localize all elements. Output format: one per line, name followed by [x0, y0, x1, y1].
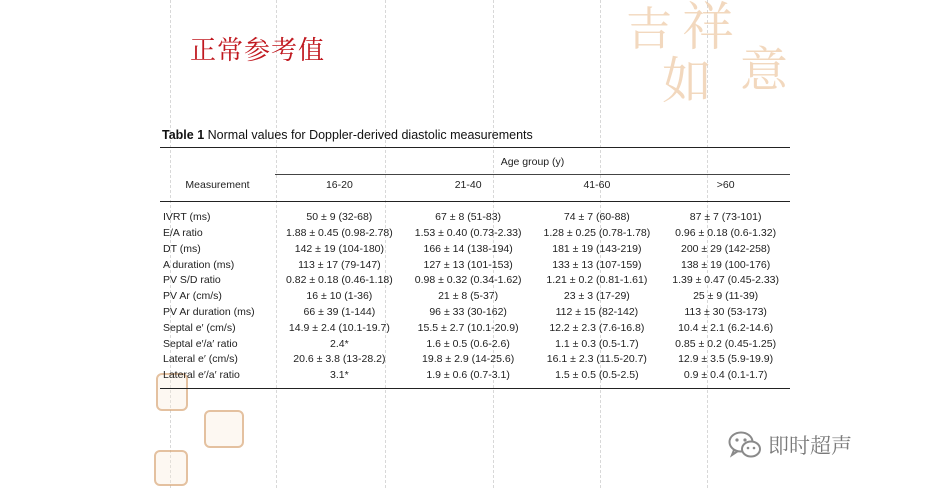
measurement-cell: Lateral e′ (cm/s)	[163, 353, 238, 366]
measurement-cell: A duration (ms)	[163, 258, 235, 271]
value-cell: 96 ± 33 (30-162)	[429, 305, 507, 318]
measurement-cell: DT (ms)	[163, 242, 201, 255]
value-cell: 10.4 ± 2.1 (6.2-14.6)	[678, 321, 774, 334]
measurement-cell: E/A ratio	[163, 227, 203, 240]
value-cell: 1.53 ± 0.40 (0.73-2.33)	[414, 227, 522, 240]
wechat-icon	[728, 431, 762, 459]
watermark-text: 即时超声	[768, 434, 852, 458]
value-cell: 20.6 ± 3.8 (13-28.2)	[293, 353, 386, 366]
table-body	[160, 202, 790, 389]
value-cell: 1.5 ± 0.5 (0.5-2.5)	[555, 369, 639, 382]
table-row	[160, 202, 790, 226]
column-header: 21-40	[454, 179, 482, 191]
table-row	[160, 273, 790, 289]
table-caption-text: Normal values for Doppler-derived diastolic measurements	[207, 128, 533, 142]
value-cell: 25 ± 9 (11-39)	[693, 290, 759, 303]
value-cell: 142 ± 19 (104-180)	[294, 242, 384, 255]
doppler-values-table-wrapper	[160, 147, 790, 389]
measurement-cell: Lateral e′/a′ ratio	[163, 369, 240, 382]
value-cell: 133 ± 13 (107-159)	[552, 258, 642, 271]
wechat-watermark	[728, 430, 852, 460]
value-cell: 74 ± 7 (60-88)	[563, 211, 630, 224]
column-header: 41-60	[583, 179, 611, 191]
table-group-header-row	[160, 148, 790, 175]
table-row	[160, 367, 790, 389]
value-cell: 200 ± 29 (142-258)	[681, 242, 771, 255]
measurement-cell: Septal e′/a′ ratio	[163, 337, 238, 350]
value-cell: 138 ± 19 (100-176)	[681, 258, 771, 271]
table-row	[160, 336, 790, 352]
measurement-cell: PV Ar duration (ms)	[163, 305, 255, 318]
table-row	[160, 225, 790, 241]
table-row	[160, 351, 790, 367]
table-column-header-row	[160, 175, 790, 202]
value-cell: 113 ± 30 (53-173)	[684, 305, 767, 318]
value-cell: 23 ± 3 (17-29)	[563, 290, 630, 303]
column-header: 16-20	[325, 179, 353, 191]
measurement-cell: PV Ar (cm/s)	[163, 290, 222, 303]
value-cell: 166 ± 14 (138-194)	[423, 242, 513, 255]
seal-glyph: 意	[740, 42, 789, 98]
measurement-header: Measurement	[185, 178, 250, 191]
table-header-spacer	[160, 148, 275, 175]
seal-glyph: 祥	[682, 0, 735, 58]
value-cell: 1.28 ± 0.25 (0.78-1.78)	[543, 227, 651, 240]
value-cell: 12.2 ± 2.3 (7.6-16.8)	[549, 321, 645, 334]
value-cell: 127 ± 13 (101-153)	[423, 258, 513, 271]
value-cell: 1.39 ± 0.47 (0.45-2.33)	[672, 274, 779, 287]
value-cell: 0.96 ± 0.18 (0.6-1.32)	[675, 227, 777, 240]
value-cell: 1.9 ± 0.6 (0.7-3.1)	[426, 369, 510, 382]
value-cell: 66 ± 39 (1-144)	[303, 305, 376, 318]
value-cell: 0.9 ± 0.4 (0.1-1.7)	[683, 369, 768, 382]
value-cell: 87 ± 7 (73-101)	[689, 211, 762, 224]
value-cell: 15.5 ± 2.7 (10.1-20.9)	[417, 321, 519, 334]
value-cell: 67 ± 8 (51-83)	[435, 211, 502, 224]
table-row	[160, 288, 790, 304]
table-row	[160, 241, 790, 257]
value-cell: 16.1 ± 2.3 (11.5-20.7)	[546, 353, 647, 366]
page-title: 正常参考值	[190, 36, 326, 66]
value-cell: 2.4*	[330, 337, 349, 350]
decorative-stamp	[154, 450, 188, 486]
value-cell: 1.21 ± 0.2 (0.81-1.61)	[546, 274, 648, 287]
seal-glyph: 吉	[626, 2, 672, 56]
value-cell: 0.98 ± 0.32 (0.34-1.62)	[414, 274, 522, 287]
table-row	[160, 320, 790, 336]
value-cell: 0.85 ± 0.2 (0.45-1.25)	[675, 337, 777, 350]
table-row	[160, 304, 790, 320]
value-cell: 14.9 ± 2.4 (10.1-19.7)	[288, 321, 390, 334]
table-caption	[162, 128, 533, 142]
age-group-header: Age group (y)	[275, 148, 790, 175]
value-cell: 113 ± 17 (79-147)	[298, 258, 381, 271]
value-cell: 21 ± 8 (5-37)	[438, 290, 499, 303]
value-cell: 50 ± 9 (32-68)	[306, 211, 373, 224]
value-cell: 1.6 ± 0.5 (0.6-2.6)	[426, 337, 510, 350]
value-cell: 12.9 ± 3.5 (5.9-19.9)	[678, 353, 774, 366]
table-caption-label: Table 1	[162, 128, 205, 142]
value-cell: 1.88 ± 0.45 (0.98-2.78)	[286, 227, 393, 240]
value-cell: 0.82 ± 0.18 (0.46-1.18)	[286, 274, 393, 287]
measurement-cell: Septal e′ (cm/s)	[163, 321, 236, 334]
measurement-cell: IVRT (ms)	[163, 211, 211, 224]
decorative-stamp	[204, 410, 244, 448]
column-header: >60	[716, 179, 735, 191]
calligraphy-seal	[622, 0, 827, 120]
value-cell: 19.8 ± 2.9 (14-25.6)	[422, 353, 515, 366]
value-cell: 181 ± 19 (143-219)	[552, 242, 642, 255]
seal-glyph: 如	[662, 52, 712, 110]
value-cell: 3.1*	[330, 369, 349, 382]
value-cell: 16 ± 10 (1-36)	[306, 290, 373, 303]
doppler-values-table	[160, 147, 790, 389]
value-cell: 112 ± 15 (82-142)	[555, 305, 639, 318]
value-cell: 1.1 ± 0.3 (0.5-1.7)	[555, 337, 639, 350]
measurement-cell: PV S/D ratio	[163, 274, 221, 287]
table-row	[160, 257, 790, 273]
